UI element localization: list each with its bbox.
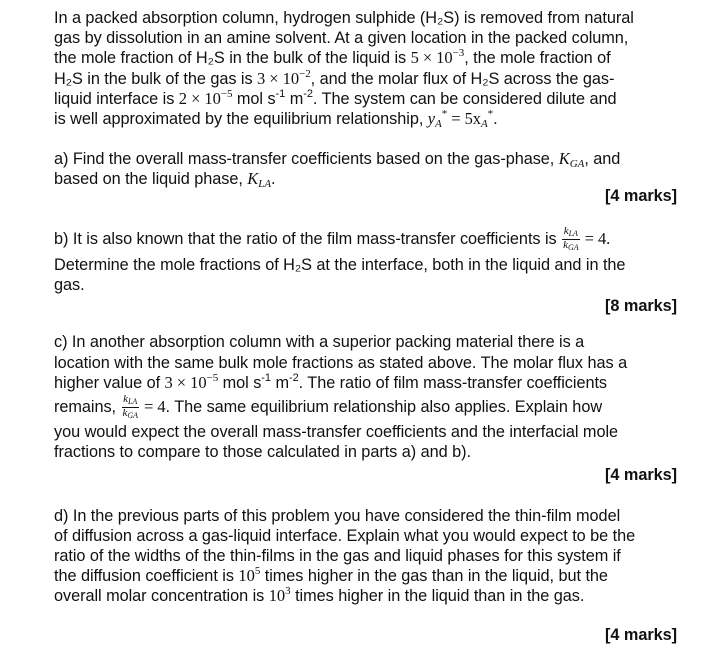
fraction-denominator: kGA: [563, 238, 579, 252]
unit-exponent: -1: [275, 87, 286, 100]
math-subscript: A: [435, 118, 442, 131]
intro-line: [54, 69, 682, 89]
part-a-text: .: [271, 170, 276, 189]
part-d-text: the diffusion coefficient is: [54, 567, 239, 586]
part-c-text: higher value of: [54, 373, 165, 392]
math-subscript: A: [480, 118, 488, 131]
math-superscript: *: [441, 108, 448, 121]
part-c-text: . The same equilibrium relationship also applies. Explain how: [165, 397, 603, 416]
part-c-marks: [4 marks]: [605, 466, 677, 485]
part-d-line: d) In the previous parts of this problem you have considered the thin-film model: [54, 506, 621, 525]
ratio-fraction: [122, 394, 139, 421]
fraction-denominator: kGA: [122, 407, 138, 421]
part-a-text: , and: [584, 150, 621, 169]
part-a: [54, 149, 682, 206]
ratio-fraction: [562, 226, 579, 253]
part-d-marks: [4 marks]: [605, 625, 677, 644]
math-superscript: *: [487, 108, 494, 121]
part-a-line: [54, 149, 682, 169]
unit-text: mol s: [232, 89, 276, 108]
intro-text: , the mole fraction of: [464, 49, 611, 68]
math-exponent: −5: [206, 371, 219, 384]
intro-text: .: [493, 110, 498, 129]
math-subscript: GA: [569, 158, 585, 171]
math-expression: [179, 89, 233, 108]
math-expression: [165, 373, 219, 392]
math-base: 2 × 10: [178, 88, 221, 108]
math-var: = 5x: [447, 109, 481, 129]
intro-text: the mole fraction of H₂S in the bulk of the liquid is: [54, 49, 411, 68]
math-exponent: −5: [220, 87, 233, 100]
unit-text: m: [270, 373, 289, 392]
math-base: 5 × 10: [410, 48, 453, 68]
part-c-text: . The ratio of film mass-transfer coefficients: [298, 373, 608, 392]
intro-text: . The system can be considered dilute and: [312, 89, 617, 108]
intro-line: [54, 89, 682, 109]
math-expression: [257, 69, 311, 88]
part-c-line: you would expect the overall mass-transfer coefficients and the interfacial mole: [54, 423, 619, 442]
part-b: [54, 226, 682, 317]
part-c-line: fractions to compare to those calculated in parts a) and b).: [54, 443, 471, 462]
part-c-line: c) In another absorption column with a superior packing material there is a: [54, 333, 585, 352]
part-b-line: [54, 226, 682, 253]
part-b-marks: [8 marks]: [605, 297, 677, 316]
fraction-numerator: kLA: [123, 393, 138, 407]
part-a-marks: [4 marks]: [605, 186, 677, 205]
unit-exponent: -2: [288, 371, 299, 384]
math-exponent: 5: [254, 565, 261, 578]
math-exponent: 3: [285, 585, 291, 598]
unit-exponent: -2: [303, 87, 313, 100]
equilibrium-equation: [427, 108, 494, 131]
part-b-line: Determine the mole fractions of H₂S at the interface, both in the liquid and in the: [54, 255, 626, 274]
part-c-line: location with the same bulk mole fractions as stated above. The molar flux has a: [54, 353, 628, 372]
unit-text: m: [285, 89, 304, 108]
fraction-numerator: kLA: [563, 224, 578, 238]
math-var: y: [427, 109, 436, 129]
problem-sheet: [54, 8, 682, 645]
part-d: [54, 506, 682, 645]
math-base: 10: [268, 586, 286, 606]
part-c-line: [54, 373, 682, 393]
math-expression: [411, 48, 465, 67]
part-d-line: of diffusion across a gas-liquid interface. Explain what you would expect to be the: [54, 526, 636, 545]
math-expression: = 4: [139, 396, 166, 416]
intro-text: H₂S in the bulk of the gas is: [54, 69, 258, 88]
math-var: K: [558, 149, 570, 169]
intro-line: [54, 48, 682, 68]
part-d-line: [54, 566, 682, 586]
math-base: 10: [238, 566, 255, 586]
part-d-line: ratio of the widths of the thin-films in the gas and liquid phases for this system if: [54, 547, 621, 566]
part-c-line: [54, 394, 682, 421]
part-b-text: b) It is also known that the ratio of the film mass-transfer coefficients is: [54, 229, 562, 248]
math-expression: = 4.: [580, 228, 611, 248]
intro-line: In a packed absorption column, hydrogen sulphide (H₂S) is removed from natural: [54, 9, 634, 27]
part-d-text: overall molar concentration is: [54, 587, 269, 606]
part-a-text: a) Find the overall mass-transfer coefficients based on the gas-phase,: [54, 150, 559, 169]
unit-text: mol s: [218, 373, 262, 392]
math-expression: [269, 586, 291, 605]
part-a-text: based on the liquid phase,: [54, 170, 248, 189]
intro-line: [54, 109, 682, 129]
math-base: 3 × 10: [257, 68, 300, 88]
math-base: 3 × 10: [164, 372, 207, 392]
unit-exponent: -1: [261, 371, 271, 384]
part-b-line: gas.: [54, 276, 85, 295]
intro-line: gas by dissolution in an amine solvent. At a given location in the packed column,: [54, 29, 629, 48]
intro-text: liquid interface is: [54, 89, 179, 108]
part-c-text: remains,: [54, 397, 121, 416]
math-expression: [238, 566, 260, 585]
part-c: [54, 332, 682, 485]
intro-text: is well approximated by the equilibrium relationship,: [54, 110, 428, 129]
part-d-text: times higher in the liquid than in the gas.: [290, 587, 585, 606]
intro-text: , and the molar flux of H₂S across the gas-: [310, 69, 615, 88]
math-subscript: LA: [258, 178, 271, 191]
math-var: K: [247, 169, 259, 189]
part-d-line: [54, 586, 682, 606]
math-exponent: −2: [299, 67, 311, 80]
part-d-text: times higher in the gas than in the liquid, but the: [260, 567, 608, 586]
math-exponent: −3: [452, 47, 465, 60]
intro-paragraph: [54, 8, 682, 129]
